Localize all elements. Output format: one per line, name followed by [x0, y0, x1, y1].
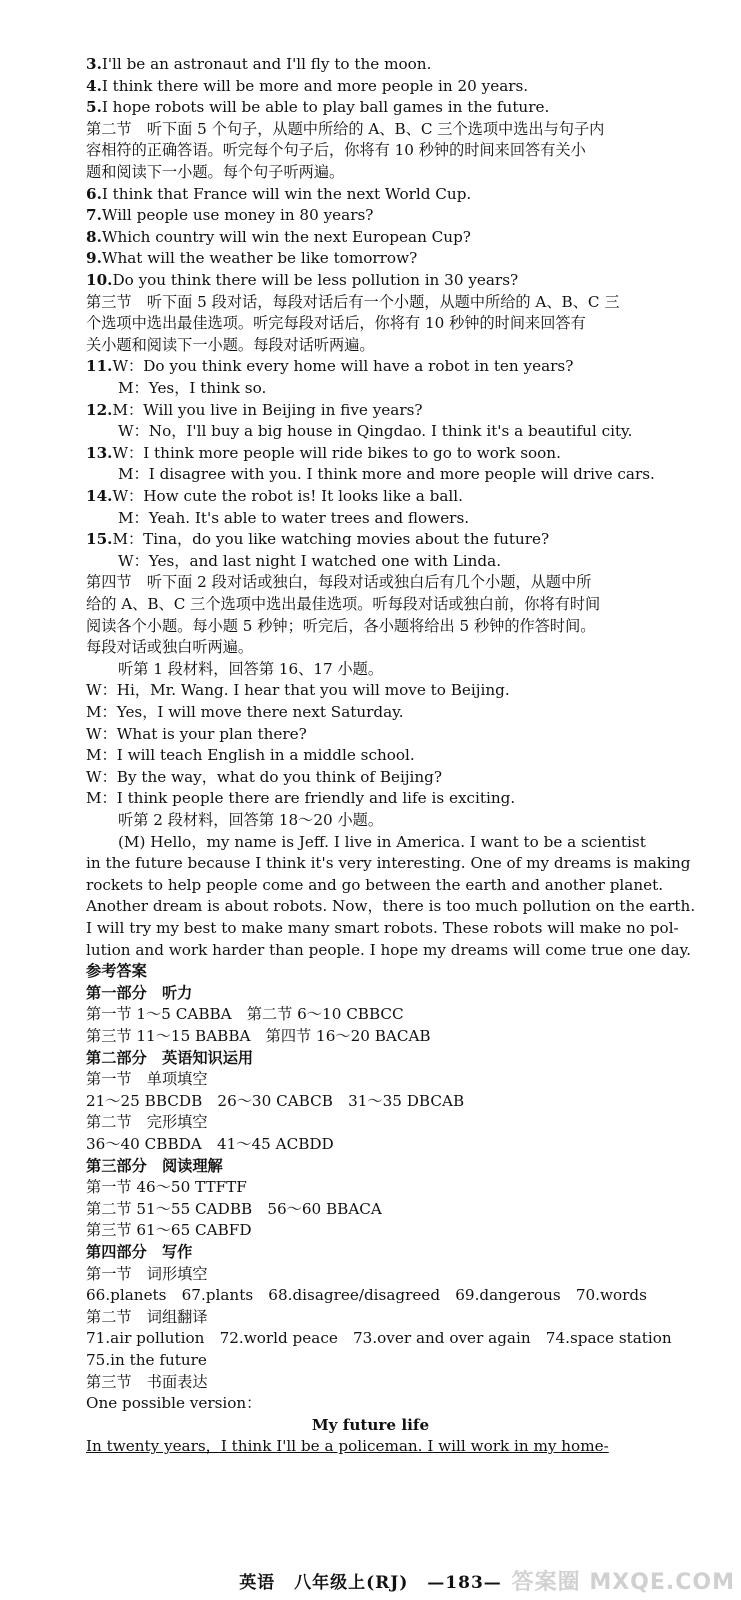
text-line: 4.I think there will be more and more people in 20 years. [86, 76, 529, 95]
watermark-logo: 答案圈 MXQE.COM [511, 1570, 735, 1595]
answer-line: 第一节 46～50 TTFTF [86, 1178, 247, 1197]
answer-part-heading: 第二部分 英语知识运用 [86, 1048, 254, 1067]
text-line: W：No，I'll buy a big house in Qingdao. I think it's a beautiful city. [118, 422, 633, 441]
answer-section-heading: 第一节 单项填空 [86, 1070, 208, 1089]
answer-line: 66.planets 67.plants 68.disagree/disagreed 69.dangerous 70.words [86, 1286, 647, 1305]
dialogue-line: W：What is your plan there? [86, 724, 307, 743]
monologue-line: rockets to help people come and go between the earth and another planet. [86, 875, 664, 894]
text-line: 14.W：How cute the robot is! It looks like a ball. [86, 487, 463, 505]
answer-section-heading: 第一节 词形填空 [86, 1264, 208, 1283]
text-line: 6.I think that France will win the next World Cup. [86, 184, 472, 203]
page-number: —183— [427, 1573, 502, 1593]
dialogue-line: M：Yes，I will move there next Saturday. [86, 703, 404, 721]
text-line: M：I disagree with you. I think more and more people will drive cars. [118, 465, 655, 484]
answer-line: 第一节 1～5 CABBA 第二节 6～10 CBBCC [86, 1005, 404, 1024]
section-instruction: 题和阅读下一小题。每个句子听两遍。 [86, 163, 345, 181]
text-line: 5.I hope robots will be able to play ball games in the future. [86, 98, 550, 117]
dialogue-line: W：Hi，Mr. Wang. I hear that you will move to Beijing. [86, 681, 510, 700]
answer-key-title: 参考答案 [86, 962, 147, 981]
monologue-line: I will try my best to make many smart robots. These robots will make no pol- [86, 919, 679, 937]
text-line: 15.M：Tina，do you like watching movies about the future? [86, 530, 550, 549]
essay-title: My future life [311, 1415, 430, 1434]
text-line: 13.W：I think more people will ride bikes to go to work soon. [86, 443, 561, 462]
text-line: 10.Do you think there will be less pollution in 30 years? [86, 271, 519, 289]
answer-line: 71.air pollution 72.world peace 73.over and over again 74.space station [86, 1329, 672, 1348]
section-instruction: 容相符的正确答语。听完每个句子后，你将有 10 秒钟的时间来回答有关小 [86, 141, 586, 160]
monologue-line: in the future because I think it's very interesting. One of my dreams is making [86, 854, 691, 873]
text-line: 8.Which country will win the next European Cup? [86, 227, 471, 246]
monologue-line: Another dream is about robots. Now，there is too much pollution on the earth. [86, 897, 696, 916]
footer-grade: 八年级上(RJ) [294, 1573, 409, 1593]
monologue-line: (M) Hello，my name is Jeff. I live in America. I want to be a scientist [118, 832, 646, 851]
text-line: 7.Will people use money in 80 years? [86, 206, 374, 225]
text-line: W：Yes，and last night I watched one with Linda. [118, 551, 502, 570]
text-line: 11.W：Do you think every home will have a robot in ten years? [86, 357, 574, 376]
section-instruction: 每段对话或独白听两遍。 [86, 638, 254, 657]
material-heading: 听第 2 段材料，回答第 18～20 小题。 [118, 811, 384, 829]
answer-line: 第三节 11～15 BABBA 第四节 16～20 BACAB [86, 1027, 431, 1045]
text-line: M：Yeah. It's able to water trees and flowers. [118, 508, 470, 527]
essay-first-line: In twenty years，I think I'll be a policeman. I will work in my home- [86, 1437, 609, 1456]
text-line: 9.What will the weather be like tomorrow? [86, 249, 418, 268]
answer-part-heading: 第三部分 阅读理解 [86, 1156, 223, 1175]
section-instruction: 给的 A、B、C 三个选项中选出最佳选项。听每段对话或独白前，你将有时间 [86, 595, 601, 613]
section-instruction: 阅读各个小题。每小题 5 秒钟；听完后，各小题将给出 5 秒钟的作答时间。 [86, 616, 596, 635]
answer-section-heading: 第二节 完形填空 [86, 1113, 208, 1132]
answer-line: 75.in the future [86, 1351, 207, 1369]
dialogue-line: M：I will teach English in a middle school. [86, 746, 415, 765]
text-line: 12.M：Will you live in Beijing in five years? [86, 400, 423, 419]
text-line: M：Yes，I think so. [118, 379, 267, 397]
text-line: 3.I'll be an astronaut and I'll fly to the moon. [86, 55, 432, 73]
answer-line: 第二节 51～55 CADBB 56～60 BBACA [86, 1199, 382, 1218]
answer-section-heading: 第三节 书面表达 [86, 1372, 208, 1391]
answer-line: 21～25 BBCDB 26～30 CABCB 31～35 DBCAB [86, 1091, 465, 1110]
section-instruction: 第四节 听下面 2 段对话或独白，每段对话或独白后有几个小题，从题中所 [86, 573, 592, 592]
answer-line: One possible version： [86, 1394, 262, 1413]
answer-line: 第三节 61～65 CABFD [86, 1221, 252, 1240]
answer-line: 36～40 CBBDA 41～45 ACBDD [86, 1135, 334, 1153]
monologue-line: lution and work harder than people. I hope my dreams will come true one day. [86, 940, 691, 959]
footer-subject: 英语 [239, 1573, 276, 1593]
answer-part-heading: 第四部分 写作 [86, 1243, 193, 1261]
section-instruction: 第三节 听下面 5 段对话，每段对话后有一个小题，从题中所给的 A、B、C 三 [86, 292, 620, 311]
material-heading: 听第 1 段材料，回答第 16、17 小题。 [118, 659, 384, 678]
section-instruction: 个选项中选出最佳选项。听完每段对话后，你将有 10 秒钟的时间来回答有 [86, 314, 586, 333]
section-instruction: 关小题和阅读下一小题。每段对话听两遍。 [86, 335, 375, 354]
answer-part-heading: 第一部分 听力 [86, 983, 193, 1002]
section-instruction: 第二节 听下面 5 个句子，从题中所给的 A、B、C 三个选项中选出与句子内 [86, 119, 605, 138]
answer-section-heading: 第二节 词组翻译 [86, 1307, 208, 1326]
dialogue-line: W：By the way，what do you think of Beijing? [86, 767, 443, 786]
dialogue-line: M：I think people there are friendly and life is exciting. [86, 789, 516, 808]
